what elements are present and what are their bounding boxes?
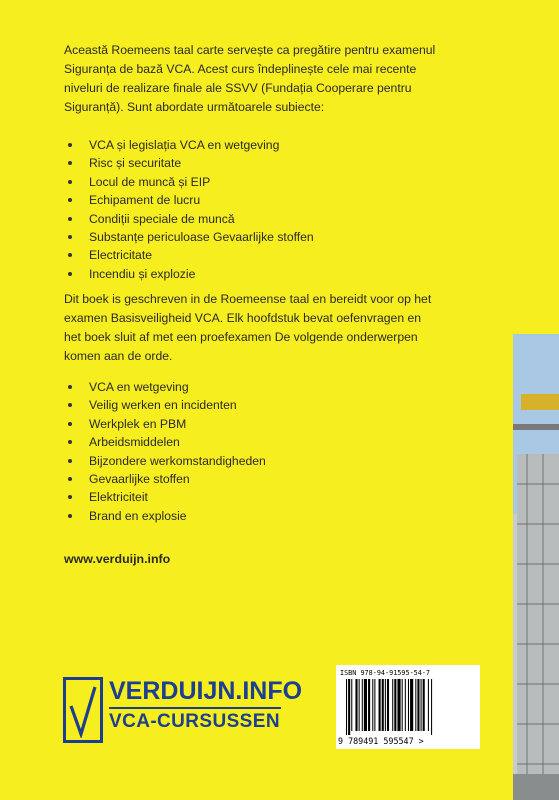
list-item: Incendiu și explozie <box>64 265 314 283</box>
publisher-logo <box>63 677 303 751</box>
barcode-digits: 9 789491 595547 > <box>338 736 424 746</box>
dutch-topic-list <box>64 378 266 525</box>
list-item: Elektriciteit <box>64 488 266 506</box>
list-item: Substanțe periculoase Gevaarlijke stoffen <box>64 228 314 246</box>
list-item: Brand en explosie <box>64 507 266 525</box>
construction-photo <box>513 334 559 800</box>
romanian-intro: Această Roemeens taal carte servește ca pregătire pentru examenul Siguranța de bază VCA. Acest curs îndeplinește cele mai recente niveluri de realizare finale ale SSVV (Fundația Cooperare pentru Siguranță). Sunt abordate următoarele subiecte: <box>64 43 436 114</box>
romanian-topic-list <box>64 136 314 283</box>
list-item: Arbeidsmiddelen <box>64 433 266 451</box>
isbn-barcode <box>336 665 480 749</box>
checkmark-icon <box>68 684 98 738</box>
list-item: VCA și legislația VCA en wetgeving <box>64 136 314 154</box>
list-item: Electricitate <box>64 246 314 264</box>
photo-illustration <box>513 334 559 800</box>
website-link[interactable]: www.verduijn.info <box>64 552 171 566</box>
list-item: VCA en wetgeving <box>64 378 266 396</box>
list-item: Condiții speciale de muncă <box>64 210 314 228</box>
isbn-label: ISBN 978-94-91595-54-7 <box>340 669 431 677</box>
list-item: Gevaarlijke stoffen <box>64 470 266 488</box>
logo-title: VERDUIJN.INFO <box>109 677 303 705</box>
barcode-bars <box>344 679 472 735</box>
list-item: Bijzondere werkomstandigheden <box>64 452 266 470</box>
list-item: Risc și securitate <box>64 154 314 172</box>
list-item: Veilig werken en incidenten <box>64 396 266 414</box>
list-item: Echipament de lucru <box>64 191 314 209</box>
list-item: Locul de muncă și EIP <box>64 173 314 191</box>
list-item: Werkplek en PBM <box>64 415 266 433</box>
logo-box <box>63 677 103 743</box>
dutch-intro: Dit boek is geschreven in de Roemeense taal en bereidt voor op het examen Basisveiligheid VCA. Elk hoofdstuk bevat oefenvragen en het boek sluit af met een proefexamen De volgende onderwerpen komen aan de orde. <box>64 292 432 363</box>
logo-subtitle: VCA-CURSUSSEN <box>109 711 280 732</box>
logo-divider <box>109 707 281 709</box>
